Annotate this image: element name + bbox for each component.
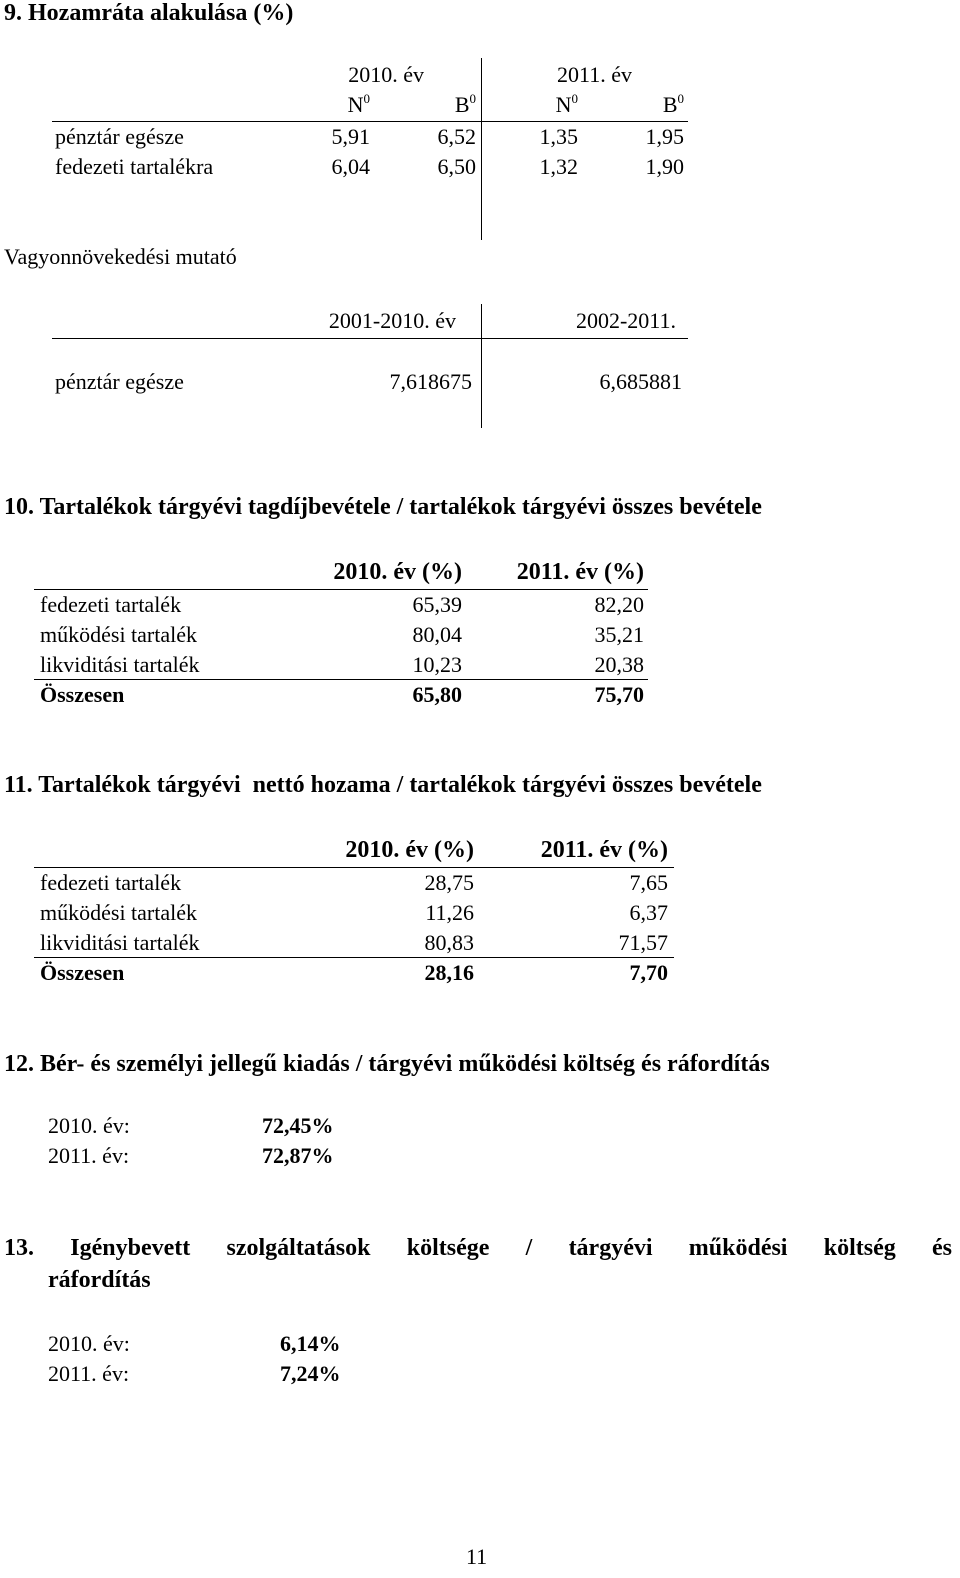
vagyon-header-rule (52, 338, 688, 339)
sec13-value: 6,14% (280, 1331, 341, 1356)
sec11-cell: 80,83 (424, 930, 474, 955)
section-9-title: 9. Hozamráta alakulása (%) (4, 0, 294, 26)
sec11-col1-header: 2010. év (%) (345, 837, 474, 863)
sec10-row-label: fedezeti tartalék (40, 592, 182, 617)
sec11-header-rule (34, 867, 674, 868)
sec9-cell: 1,95 (645, 124, 684, 149)
page-number: 11 (466, 1544, 488, 1569)
section-12-title: 12. Bér- és személyi jellegű kiadás / tárgyévi működési költség és ráfordítás (4, 1051, 770, 1077)
sec9-cell: 1,32 (539, 154, 578, 179)
sec10-cell: 80,04 (412, 622, 462, 647)
sec10-cell: 10,23 (412, 652, 462, 677)
section-11-title: 11. Tartalékok tárgyévi nettó hozama / tartalékok tárgyévi összes bevétele (4, 772, 762, 798)
sec13-row-label: 2010. év: (48, 1331, 130, 1356)
sec11-cell: 71,57 (618, 930, 668, 955)
sec11-cell: 6,37 (629, 900, 668, 925)
sec10-cell: 35,21 (594, 622, 644, 647)
section-10-title: 10. Tartalékok tárgyévi tagdíjbevétele / tartalékok tárgyévi összes bevétele (4, 494, 762, 520)
sec11-total-rule (34, 957, 674, 958)
sec9-cell: 6,52 (437, 124, 476, 149)
sec9-cell: 1,35 (539, 124, 578, 149)
vagyon-col2-header: 2002-2011. (575, 308, 676, 333)
sec10-total-cell: 65,80 (412, 682, 462, 707)
sec11-col2-header: 2011. év (%) (540, 837, 668, 863)
sec11-total-cell: 28,16 (424, 960, 474, 985)
sec10-row-label: likviditási tartalék (40, 652, 200, 677)
sec10-total-label: Összesen (40, 682, 125, 707)
sec9-subheader-b0-2011: $B^0$ (662, 91, 684, 117)
sec10-cell: 82,20 (594, 592, 644, 617)
vagyon-col1-header: 2001-2010. év (328, 308, 456, 333)
sec13-value: 7,24% (280, 1361, 341, 1386)
sec11-cell: 11,26 (425, 900, 474, 925)
sec11-cell: 7,65 (629, 870, 668, 895)
sec9-header-rule (52, 121, 688, 122)
vagyon-row-label: pénztár egésze (55, 369, 184, 394)
section-13-title-line2: ráfordítás (48, 1267, 151, 1293)
sec10-row-label: működési tartalék (40, 622, 198, 647)
sec9-year-2011-header: 2011. év (557, 62, 632, 87)
sec9-cell: 5,91 (331, 124, 370, 149)
sec12-value: 72,45% (262, 1113, 334, 1138)
sec12-row-label: 2011. év: (48, 1143, 130, 1168)
sec10-cell: 65,39 (412, 592, 462, 617)
sec9-cell: 6,04 (331, 154, 370, 179)
sec10-col2-header: 2011. év (%) (516, 559, 644, 585)
sec9-cell: 1,90 (645, 154, 684, 179)
section-13-title-line1: 13. Igénybevett szolgáltatások költsége / tárgyévi működési költség és (4, 1235, 952, 1261)
sec11-row-label: fedezeti tartalék (40, 870, 182, 895)
sec11-row-label: likviditási tartalék (40, 930, 200, 955)
sec12-row-label: 2010. év: (48, 1113, 130, 1138)
sec9-row-label: pénztár egésze (55, 124, 184, 149)
sec10-header-rule (34, 589, 648, 590)
sec10-cell: 20,38 (594, 652, 644, 677)
sec11-cell: 28,75 (424, 870, 474, 895)
sec9-subheader-n0-2011: $N^0$ (555, 91, 578, 117)
vagyon-cell: 7,618675 (389, 369, 472, 394)
sec11-row-label: működési tartalék (40, 900, 198, 925)
sec9-cell: 6,50 (437, 154, 476, 179)
vagyon-column-divider (481, 304, 482, 428)
sec13-row-label: 2011. év: (48, 1361, 130, 1386)
sec10-col1-header: 2010. év (%) (333, 559, 462, 585)
sec12-value: 72,87% (262, 1143, 334, 1168)
sec9-column-divider (481, 58, 482, 240)
sec10-total-rule (34, 679, 648, 680)
sec9-year-2010-header: 2010. év (348, 62, 424, 87)
sec11-total-label: Összesen (40, 960, 125, 985)
sec9-subheader-b0-2010: $B^0$ (454, 91, 476, 117)
sec11-total-cell: 7,70 (629, 960, 668, 985)
vagyon-cell: 6,685881 (599, 369, 682, 394)
sec9-row-label: fedezeti tartalékra (55, 154, 214, 179)
vagyon-title: Vagyonnövekedési mutató (4, 244, 237, 269)
sec10-total-cell: 75,70 (594, 682, 644, 707)
sec9-subheader-n0-2010: $N^0$ (347, 91, 370, 117)
